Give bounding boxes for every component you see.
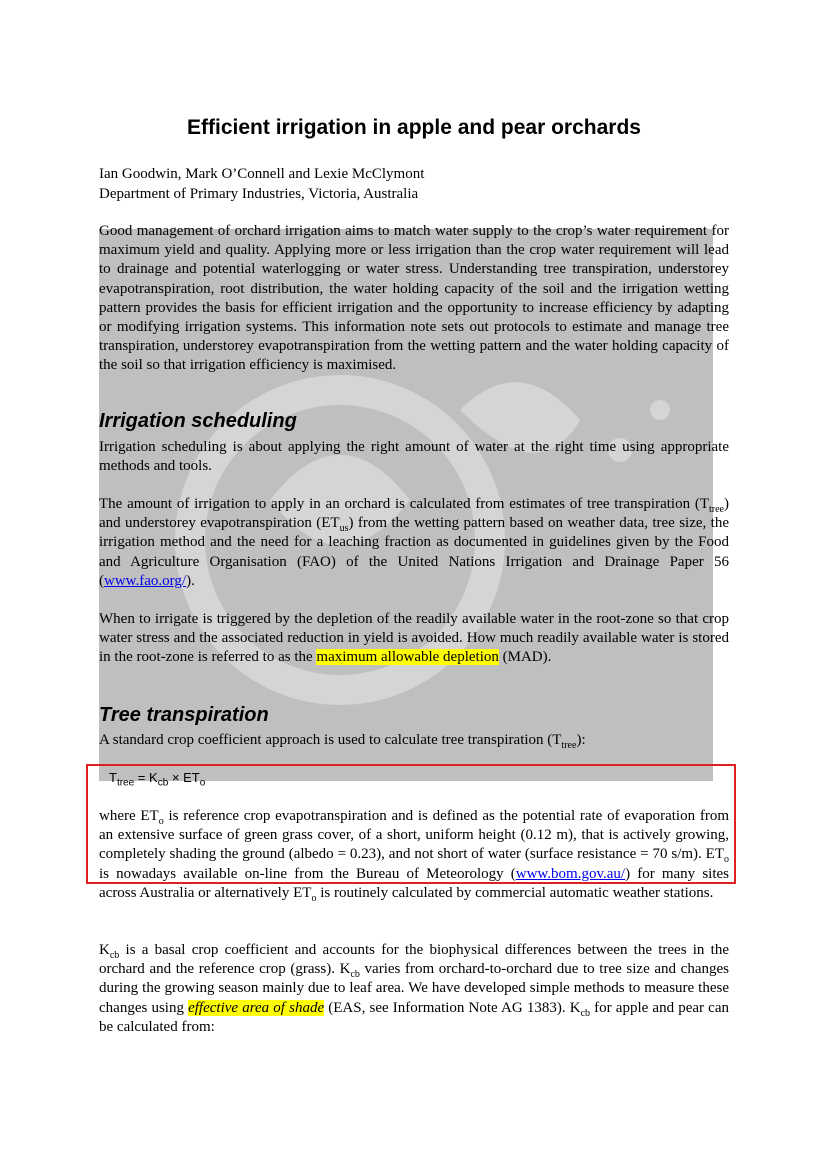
red-annotation-box (86, 764, 736, 884)
bom-link[interactable]: www.bom.gov.au/ (515, 865, 626, 882)
tree-transpiration-paragraph-3: $K_{cb}$ is a basal crop coefficient and accounts for the biophysical differences between the trees in the orchard and the reference crop (grass). $K_{cb}$ varies from orchard-to-orchard due to tree size and changes during the growing season mainly due to leaf area. We have developed simple methods to measure these changes using effective area of shade (EAS, see Information Note AG 1383). $K_{cb}$ for apple and pear can be calculated from: (99, 942, 729, 1035)
irrigation-scheduling-paragraph-1: Irrigation scheduling is about applying the right amount of water at the right time using appropriate methods and tools. (99, 439, 729, 475)
tree-transpiration-paragraph-1: A standard crop coefficient approach is used to calculate tree transpiration $(T_{tree})$: (99, 732, 586, 751)
highlight-effective-area-of-shade: effective area of shade (188, 999, 325, 1016)
transpiration-formula: $T_{tree} = K_{cb} \times ET_o$ (109, 770, 206, 789)
fao-link[interactable]: www.fao.org/ (104, 572, 187, 589)
irrigation-scheduling-paragraph-3: When to irrigate is triggered by the depletion of the readily available water in the root-zone so that crop water stress and the associated reduction in yield is avoided. How much readily available water is stored in the root-zone is referred to as the maximum allowable depletion (MAD). (99, 611, 729, 666)
intro-paragraph: Good management of orchard irrigation aims to match water supply to the crop’s water requirement for maximum yield and quality. Applying more or less irrigation than the crop water requirement will lead to drainage and potential waterlogging or water stress. Understanding tree transpiration, understorey evapotranspiration, root distribution, the water holding capacity of the soil and the irrigation wetting pattern provides the basis for efficient irrigation and the opportunity to increase efficiency by adapting or modifying irrigation systems. This information note sets out protocols to estimate and manage tree transpiration, understorey evapotranspiration from the wetting pattern and the water holding capacity of the soil so that irrigation efficiency is maximised. (99, 223, 729, 374)
highlight-maximum-allowable-depletion: maximum allowable depletion (316, 649, 499, 666)
tree-transpiration-paragraph-2: where $ET_o$ is reference crop evapotranspiration and is defined as the potential rate of evaporation from an extensive surface of green grass cover, of a short, uniform height (0.12 m), that is actively growing, completely shading the ground (albedo = 0.23), and not short of water (surface resistance = 70 s/m). $ET_o$ is nowadays available on-line from the Bureau of Meteorology (www.bom.gov.au/) for many sites across Australia or alternatively $ET_o$ is routinely calculated by commercial automatic weather stations. (99, 808, 729, 904)
author-names: Ian Goodwin, Mark O’Connell and Lexie McClymont (99, 166, 425, 182)
document-title: Efficient irrigation in apple and pear orchards (187, 116, 641, 139)
author-affiliation: Department of Primary Industries, Victoria, Australia (99, 186, 419, 202)
irrigation-scheduling-paragraph-2: The amount of irrigation to apply in an orchard is calculated from estimates of tree transpiration $(T_{tree})$ and understorey evapotranspiration $(ET_{us})$ from the wetting pattern based on weather data, tree size, the irrigation method and the need for a leaching fraction as documented in guidelines given by the Food and Agriculture Organisation (FAO) of the United Nations Irrigation and Drainage Paper 56 (www.fao.org/). (99, 496, 729, 589)
authors-block (99, 164, 729, 204)
section-heading-tree-transpiration: Tree transpiration (99, 704, 269, 726)
section-heading-irrigation-scheduling: Irrigation scheduling (99, 410, 297, 432)
